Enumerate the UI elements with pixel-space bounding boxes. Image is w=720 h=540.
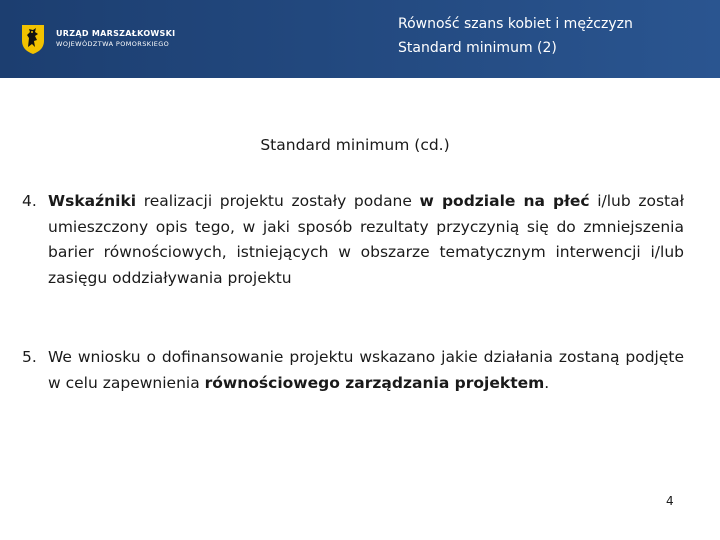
text-part: realizacji projektu zostały podane [136,192,420,210]
list-item-number: 4. [22,192,37,210]
list-item [22,189,684,291]
slide-heading: Standard minimum (cd.) [260,136,450,154]
logo-text [56,28,175,50]
text-part: . [544,373,550,392]
griffin-crest-icon [20,23,46,55]
list-item-number: 5. [22,348,37,366]
header-bar [0,0,720,78]
text-part: We wniosku o dofinansowanie projektu wskazano jakie działania zostaną podjęte w celu zapewnienia [48,348,684,392]
text-part: i/lub został umieszczony opis tego, w jaki sposób rezultaty przyczynią się do zmniejszenia barier równościowych, istniejących w obszarze tematycznym interwencji i/lub zasięgu oddziaływania projektu [48,192,685,287]
list-item-text [48,189,684,291]
list-item-text [48,345,684,396]
header-title [398,12,633,60]
text-part: równościowego zarządzania projektem [204,373,545,392]
list-item [22,345,684,396]
header-title-line-1: Równość szans kobiet i mężczyzn [398,16,633,32]
institution-logo [20,22,175,56]
text-part: w podziale na płeć [419,192,590,210]
header-title-line-2: Standard minimum (2) [398,40,557,56]
page-number: 4 [666,494,674,508]
logo-line-1: URZĄD MARSZAŁKOWSKI [56,29,176,38]
text-part: Wskaźniki [48,192,137,210]
logo-line-2: WOJEWÓDZTWA POMORSKIEGO [56,40,170,48]
